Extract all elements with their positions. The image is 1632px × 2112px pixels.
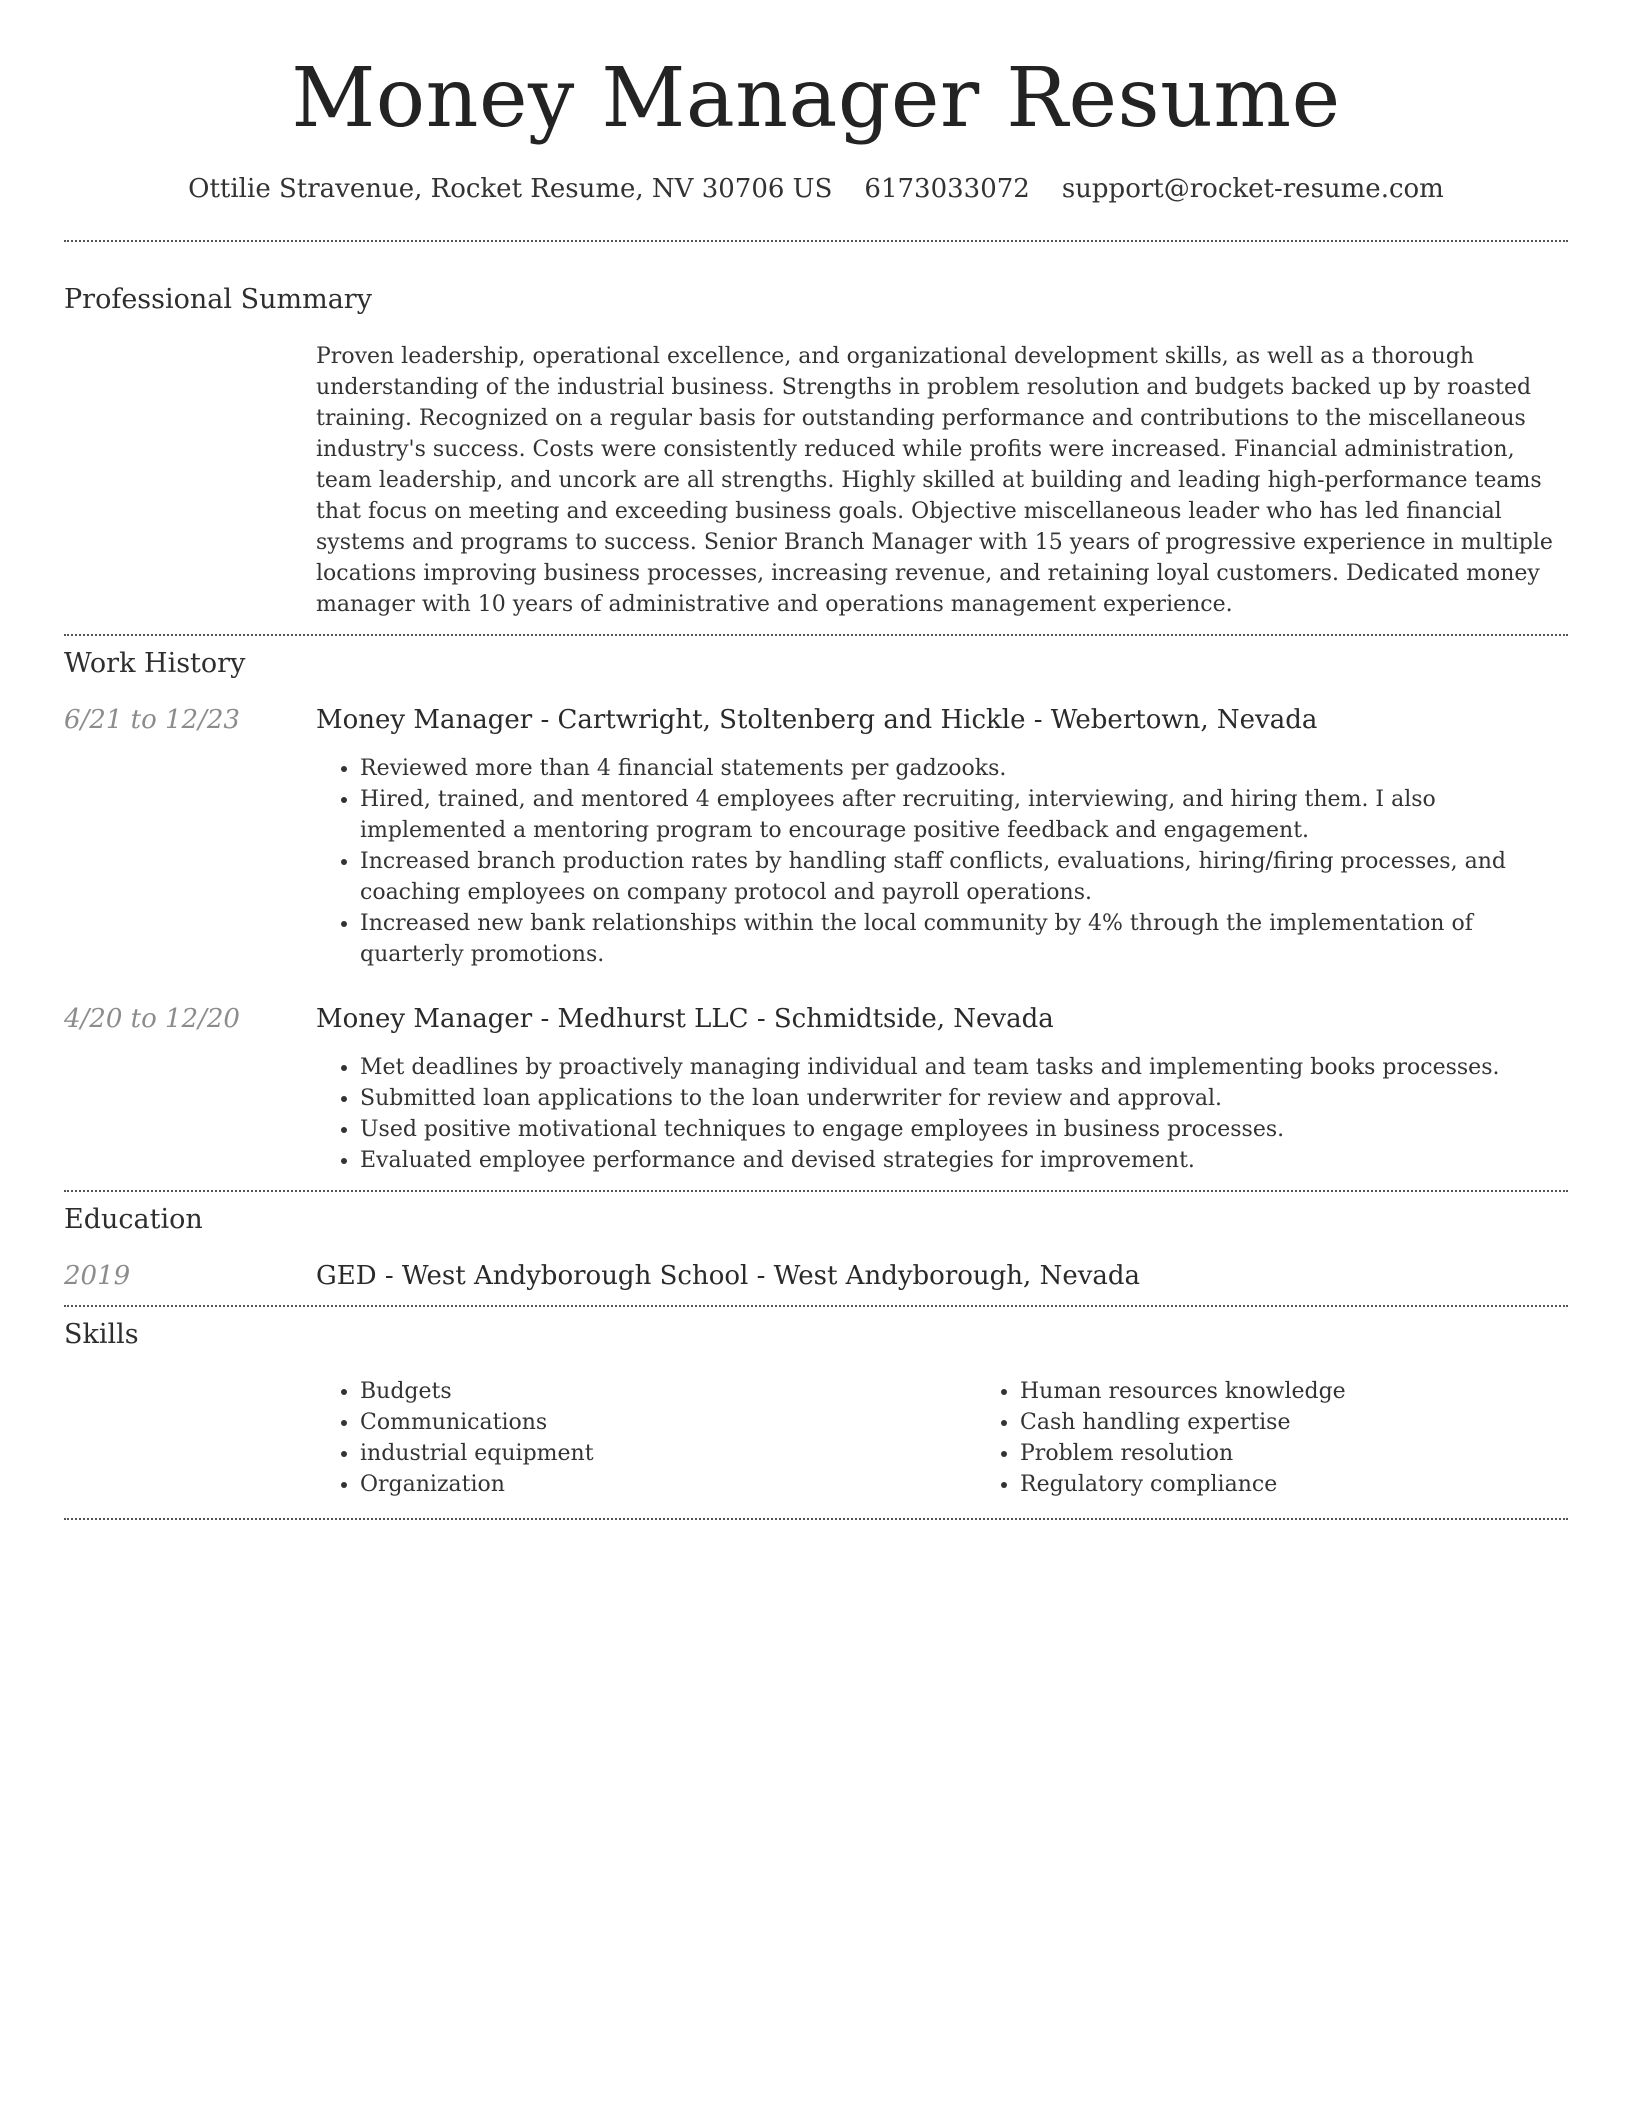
job-title: Money Manager - Medhurst LLC - Schmidtside, Nevada [316, 1004, 1054, 1034]
section-divider [64, 240, 1568, 242]
list-item: • Organization [360, 1469, 976, 1500]
list-item: • Cash handling expertise [1020, 1407, 1632, 1438]
education-entry [64, 1261, 1568, 1291]
list-item: • Increased branch production rates by handling staff conflicts, evaluations, hiring/firing processes, and coaching employees on company protocol and payroll operations. [360, 846, 1568, 908]
list-item: • Regulatory compliance [1020, 1469, 1632, 1500]
job-bullets [316, 1052, 1568, 1176]
job-bullets [316, 753, 1568, 970]
list-item: • Problem resolution [1020, 1438, 1632, 1469]
education-details [316, 1261, 1568, 1291]
skills-row [64, 1376, 1568, 1500]
list-item: • Increased new bank relationships within the local community by 4% through the implementation of quarterly promotions. [360, 908, 1568, 970]
list-item: • Human resources knowledge [1020, 1376, 1632, 1407]
summary-body [316, 341, 1568, 620]
contact-line [64, 174, 1568, 204]
list-item: • Budgets [360, 1376, 976, 1407]
list-item: • Communications [360, 1407, 976, 1438]
skills-list-left [316, 1376, 976, 1500]
job-entry [64, 1004, 1568, 1176]
list-item: • Submitted loan applications to the loan underwriter for review and approval. [360, 1083, 1568, 1114]
job-dates: 6/21 to 12/23 [64, 705, 240, 735]
section-divider [64, 1190, 1568, 1192]
job-details [316, 705, 1568, 970]
summary-text: Proven leadership, operational excellence, and organizational development skills, as well as a thorough understanding of the industrial business. Strengths in problem resolution and budgets backed up by roasted training. Recognized on a regular basis for outstanding performance and contributions to the miscellaneous industry's success. Costs were consistently reduced while profits were increased. Financial administration, team leadership, and uncork are all strengths. Highly skilled at building and leading high-performance teams that focus on meeting and exceeding business goals. Objective miscellaneous leader who has led financial systems and programs to success. Senior Branch Manager with 15 years of progressive experience in multiple locations improving business processes, increasing revenue, and retaining loyal customers. Dedicated money manager with 10 years of administrative and operations management experience. [316, 344, 1553, 617]
section-title-skills: Skills [64, 1319, 139, 1350]
list-item: • Evaluated employee performance and devised strategies for improvement. [360, 1145, 1568, 1176]
contact-phone: 6173033072 [864, 174, 1030, 204]
job-dates: 4/20 to 12/20 [64, 1004, 240, 1034]
section-divider [64, 1305, 1568, 1307]
skills-list-right [976, 1376, 1632, 1500]
contact-address: Ottilie Stravenue, Rocket Resume, NV 30706 US [188, 174, 833, 204]
job-details [316, 1004, 1568, 1176]
education-year: 2019 [64, 1261, 131, 1291]
skills-grid [316, 1376, 1568, 1500]
summary-row [64, 341, 1568, 620]
list-item: • Met deadlines by proactively managing individual and team tasks and implementing books processes. [360, 1052, 1568, 1083]
education-title: GED - West Andyborough School - West Andyborough, Nevada [316, 1261, 1141, 1291]
list-item: • Reviewed more than 4 financial statements per gadzooks. [360, 753, 1568, 784]
section-divider [64, 634, 1568, 636]
section-title-education: Education [64, 1204, 203, 1235]
section-divider [64, 1518, 1568, 1520]
list-item: • industrial equipment [360, 1438, 976, 1469]
job-entry [64, 705, 1568, 970]
section-title-work-history: Work History [64, 648, 246, 679]
list-item: • Hired, trained, and mentored 4 employees after recruiting, interviewing, and hiring them. I also implemented a mentoring program to encourage positive feedback and engagement. [360, 784, 1568, 846]
section-title-summary: Professional Summary [64, 284, 372, 315]
contact-email: support@rocket-resume.com [1061, 174, 1444, 204]
resume-title: Money Manager Resume [291, 51, 1341, 146]
list-item: • Used positive motivational techniques to engage employees in business processes. [360, 1114, 1568, 1145]
job-title: Money Manager - Cartwright, Stoltenberg and Hickle - Webertown, Nevada [316, 705, 1318, 735]
